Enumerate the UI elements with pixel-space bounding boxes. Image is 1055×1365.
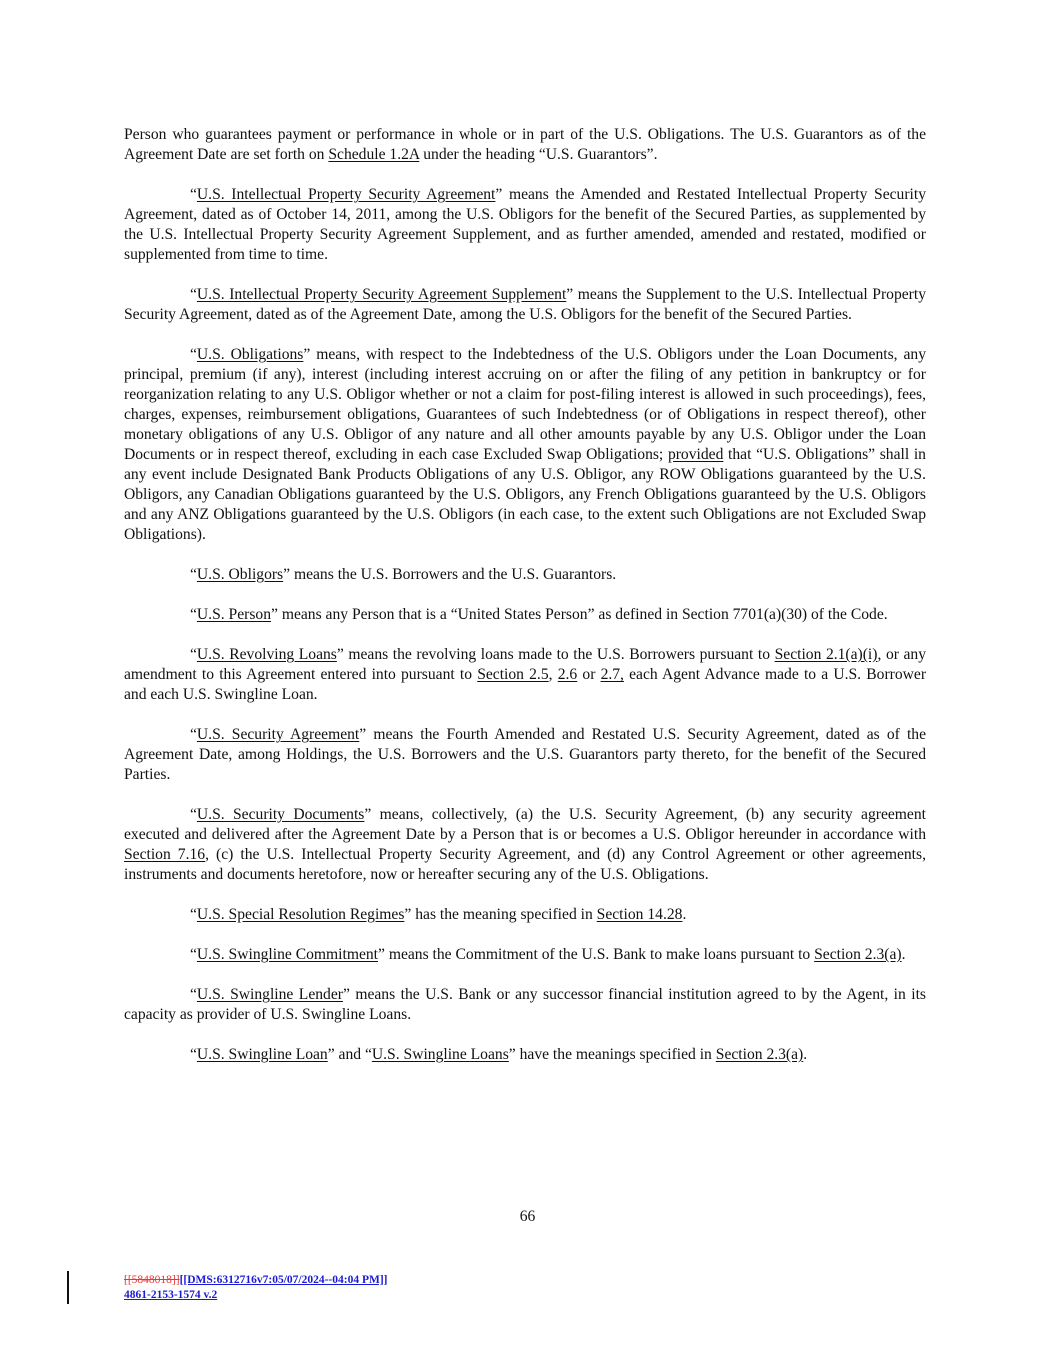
defined-term-or-reference: U.S. Swingline Loans bbox=[371, 1046, 509, 1063]
paragraph-text: . bbox=[682, 906, 687, 923]
defined-term-or-reference: U.S. Obligors bbox=[196, 566, 284, 583]
paragraph-text: that “U.S. Obligations” shall in any event include Designated Bank Products Obligations of any U.S. Obligor, any ROW Obligations guaranteed by the U.S. Obligors, any Canadian Obligations guaranteed by the U.S. Obligors, any French Obligations guaranteed by the U.S. Obligors and any ANZ Obligations guaranteed by the U.S. Obligors (in each case, to the extent such Obligations are not Excluded Swap Obligations). bbox=[124, 446, 926, 543]
paragraph-text: . bbox=[901, 946, 906, 963]
defined-term-or-reference: U.S. Revolving Loans bbox=[196, 646, 337, 663]
definition-paragraph-us-special-resolution-regimes bbox=[124, 905, 926, 925]
defined-term-or-reference: U.S. Security Documents bbox=[196, 806, 365, 823]
paragraph-text: ” have the meanings specified in bbox=[508, 1046, 716, 1063]
paragraph-text: each Agent Advance made to a U.S. Borrower and each U.S. Swingline Loan. bbox=[124, 666, 927, 703]
footer-doc-number-line bbox=[124, 1288, 388, 1303]
inserted-doc-id: [[DMS:6312716v7:05/07/2024--04:04 PM]] bbox=[179, 1274, 388, 1286]
paragraph-text: under the heading “U.S. Guarantors”. bbox=[419, 146, 658, 163]
paragraph-text: “ bbox=[190, 346, 197, 363]
paragraph-text: , (c) the U.S. Intellectual Property Security Agreement, and (d) any Control Agreement or other agreements, instruments and documents heretofore, now or hereafter securing any of the U.S. Obligations. bbox=[124, 846, 926, 883]
paragraph-text: “ bbox=[190, 806, 197, 823]
definition-paragraph-us-revolving-loans bbox=[124, 645, 926, 705]
paragraph-text: ” means the Amended and Restated Intellectual Property Security Agreement, dated as of October 14, 2011, among the U.S. Obligors for the benefit of the Secured Parties, as supplemented by the U.S. Intellectual Property Security Agreement Supplement, and as further amended, amended and restated, modified or supplemented from time to time. bbox=[124, 186, 926, 263]
paragraph-text: ” means the U.S. Bank or any successor financial institution agreed to by the Agent, in its capacity as provider of U.S. Swingline Loans. bbox=[124, 986, 926, 1023]
paragraph-text: “ bbox=[190, 186, 197, 203]
footer-id-line bbox=[124, 1273, 388, 1288]
paragraph-text: “ bbox=[190, 606, 197, 623]
change-bar bbox=[67, 1271, 69, 1304]
paragraph-text: “ bbox=[190, 646, 197, 663]
paragraph-text: “ bbox=[190, 566, 197, 583]
defined-term-or-reference: provided bbox=[667, 446, 724, 463]
paragraph-text: “ bbox=[190, 286, 197, 303]
definition-paragraph-us-ip-security-agreement bbox=[124, 185, 926, 265]
paragraph-text: ” means the U.S. Borrowers and the U.S. Guarantors. bbox=[283, 566, 617, 583]
defined-term-or-reference: U.S. Swingline Loan bbox=[196, 1046, 328, 1063]
definition-paragraph-us-security-agreement bbox=[124, 725, 926, 785]
paragraph-text: . bbox=[803, 1046, 808, 1063]
defined-term-or-reference: Schedule 1.2A bbox=[328, 146, 420, 163]
paragraph-text: ” has the meaning specified in bbox=[404, 906, 597, 923]
paragraph-text: ” means, with respect to the Indebtedness of the U.S. Obligors under the Loan Documents, any principal, premium (if any), interest (including interest accruing on or after the filing of any petition in bankruptcy or for reorganization relating to any U.S. Obligor whether or not a claim for post-filing interest is allowed in such proceedings), fees, charges, expenses, reimbursement obligations, Guarantees of such Indebtedness (or of Obligations in respect thereof), other monetary obligations of any U.S. Obligor of any nature and all other amounts payable by any U.S. Obligor under the Loan Documents or in respect thereof, excluding in each case Excluded Swap Obligations; bbox=[124, 346, 927, 463]
definition-paragraph-us-guarantors-cont bbox=[124, 125, 926, 165]
paragraph-text: Person who guarantees payment or performance in whole or in part of the U.S. Obligations. The U.S. Guarantors as of the Agreement Date are set forth on bbox=[124, 126, 926, 163]
doc-number: 4861-2153-1574 v.2 bbox=[124, 1289, 218, 1301]
paragraph-text: “ bbox=[190, 906, 197, 923]
paragraph-text: or bbox=[577, 666, 601, 683]
paragraph-text: “ bbox=[190, 726, 197, 743]
paragraph-text: ” means the Commitment of the U.S. Bank to make loans pursuant to bbox=[378, 946, 815, 963]
definition-paragraph-us-ip-security-agreement-supplement bbox=[124, 285, 926, 325]
defined-term-or-reference: U.S. Intellectual Property Security Agreement bbox=[196, 186, 496, 203]
defined-term-or-reference: 2.6 bbox=[557, 666, 578, 683]
defined-term-or-reference: Section 2.3(a) bbox=[814, 946, 902, 963]
document-footer bbox=[124, 1273, 388, 1303]
paragraph-text: ” means the Supplement to the U.S. Intellectual Property Security Agreement, dated as of the Agreement Date, among the U.S. Obligors for the benefit of the Secured Parties. bbox=[124, 286, 926, 323]
definition-paragraph-us-obligations bbox=[124, 345, 926, 545]
defined-term-or-reference: Section 2.5 bbox=[477, 666, 549, 683]
defined-term-or-reference: 2.7, bbox=[600, 666, 624, 683]
document-body bbox=[124, 125, 926, 1085]
definition-paragraph-us-security-documents bbox=[124, 805, 926, 885]
paragraph-text: ” means any Person that is a “United States Person” as defined in Section 7701(a)(30) of the Code. bbox=[271, 606, 888, 623]
deleted-doc-id: [[5848018]] bbox=[124, 1274, 180, 1286]
paragraph-text: , bbox=[548, 666, 558, 683]
defined-term-or-reference: Section 7.16 bbox=[124, 846, 206, 863]
page-number: 66 bbox=[519, 1208, 536, 1225]
defined-term-or-reference: Section 2.1(a)(i) bbox=[774, 646, 878, 663]
paragraph-text: “ bbox=[190, 946, 197, 963]
paragraph-text: ” means the Fourth Amended and Restated U.S. Security Agreement, dated as of the Agreement Date, among Holdings, the U.S. Borrowers and the U.S. Guarantors party thereto, for the benefit of the Secured Parties. bbox=[124, 726, 926, 783]
paragraph-text: ” means, collectively, (a) the U.S. Security Agreement, (b) any security agreement executed and delivered after the Agreement Date by a Person that is or becomes a U.S. Obligor hereunder in accordance with bbox=[124, 806, 926, 843]
paragraph-text: , or any amendment to this Agreement entered into pursuant to bbox=[124, 646, 927, 683]
defined-term-or-reference: U.S. Swingline Commitment bbox=[196, 946, 378, 963]
definition-paragraph-us-obligors bbox=[124, 565, 926, 585]
defined-term-or-reference: Section 2.3(a) bbox=[715, 1046, 804, 1063]
definition-paragraph-us-swingline-lender bbox=[124, 985, 926, 1025]
definition-paragraph-us-swingline-commitment bbox=[124, 945, 926, 965]
defined-term-or-reference: U.S. Obligations bbox=[196, 346, 304, 363]
defined-term-or-reference: U.S. Person bbox=[196, 606, 271, 623]
paragraph-text: “ bbox=[190, 1046, 197, 1063]
defined-term-or-reference: Section 14.28 bbox=[596, 906, 683, 923]
paragraph-text: ” and “ bbox=[327, 1046, 372, 1063]
defined-term-or-reference: U.S. Intellectual Property Security Agreement Supplement bbox=[196, 286, 567, 303]
paragraph-text: “ bbox=[190, 986, 197, 1003]
definition-paragraph-us-person bbox=[124, 605, 926, 625]
defined-term-or-reference: U.S. Swingline Lender bbox=[196, 986, 343, 1003]
defined-term-or-reference: U.S. Security Agreement bbox=[196, 726, 360, 743]
defined-term-or-reference: U.S. Special Resolution Regimes bbox=[196, 906, 405, 923]
definition-paragraph-us-swingline-loan bbox=[124, 1045, 926, 1065]
paragraph-text: ” means the revolving loans made to the U.S. Borrowers pursuant to bbox=[336, 646, 775, 663]
